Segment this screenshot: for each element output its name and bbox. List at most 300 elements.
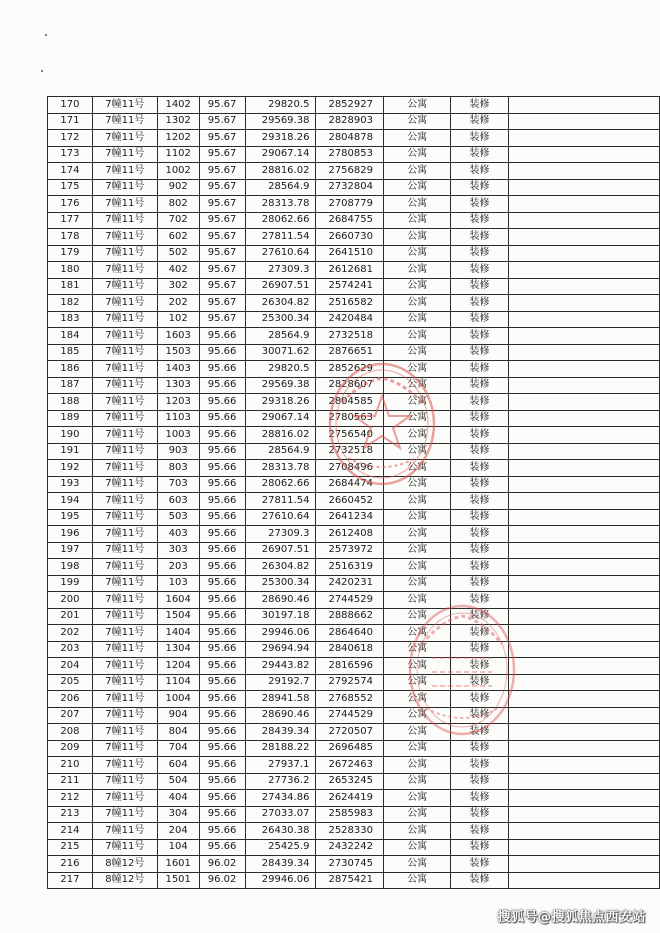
cell-remark (508, 212, 659, 229)
cell-room-number: 704 (157, 740, 199, 757)
cell-total-price: 2516319 (316, 559, 384, 576)
cell-row-index: 174 (48, 163, 93, 180)
cell-building: 7幢11号 (92, 311, 157, 328)
cell-unit-price: 27309.3 (245, 262, 316, 279)
table-row (48, 394, 660, 411)
cell-building: 7幢11号 (92, 493, 157, 510)
cell-row-index: 192 (48, 460, 93, 477)
cell-room-number: 903 (157, 443, 199, 460)
cell-total-price: 2641510 (316, 245, 384, 262)
cell-area: 95.66 (199, 740, 245, 757)
cell-remark (508, 559, 659, 576)
table-row (48, 377, 660, 394)
cell-total-price: 2684755 (316, 212, 384, 229)
cell-property-type: 公寓 (384, 823, 451, 840)
cell-decoration: 装修 (451, 707, 509, 724)
table-row (48, 872, 660, 889)
cell-area: 95.67 (199, 311, 245, 328)
table-row (48, 97, 660, 114)
cell-room-number: 1003 (157, 427, 199, 444)
cell-row-index: 171 (48, 113, 93, 130)
cell-building: 7幢11号 (92, 113, 157, 130)
cell-property-type: 公寓 (384, 443, 451, 460)
cell-room-number: 1102 (157, 146, 199, 163)
table-row (48, 509, 660, 526)
cell-unit-price: 28439.34 (245, 724, 316, 741)
cell-row-index: 177 (48, 212, 93, 229)
cell-total-price: 2744529 (316, 592, 384, 609)
cell-unit-price: 27937.1 (245, 757, 316, 774)
cell-building: 7幢11号 (92, 691, 157, 708)
cell-property-type: 公寓 (384, 179, 451, 196)
cell-decoration: 装修 (451, 641, 509, 658)
table-row (48, 262, 660, 279)
cell-row-index: 197 (48, 542, 93, 559)
cell-area: 95.67 (199, 212, 245, 229)
cell-building: 7幢11号 (92, 641, 157, 658)
cell-building: 7幢11号 (92, 509, 157, 526)
table-row (48, 625, 660, 642)
cell-building: 7幢11号 (92, 146, 157, 163)
cell-decoration: 装修 (451, 625, 509, 642)
cell-unit-price: 29820.5 (245, 97, 316, 114)
table-row (48, 790, 660, 807)
cell-area: 95.66 (199, 625, 245, 642)
table-row (48, 724, 660, 741)
cell-row-index: 189 (48, 410, 93, 427)
cell-property-type: 公寓 (384, 575, 451, 592)
cell-row-index: 210 (48, 757, 93, 774)
cell-row-index: 209 (48, 740, 93, 757)
cell-area: 95.66 (199, 460, 245, 477)
table-row (48, 707, 660, 724)
cell-room-number: 604 (157, 757, 199, 774)
cell-row-index: 188 (48, 394, 93, 411)
cell-building: 7幢11号 (92, 839, 157, 856)
cell-total-price: 2672463 (316, 757, 384, 774)
cell-decoration: 装修 (451, 262, 509, 279)
cell-row-index: 176 (48, 196, 93, 213)
cell-building: 7幢11号 (92, 361, 157, 378)
table-row (48, 344, 660, 361)
cell-total-price: 2804878 (316, 130, 384, 147)
cell-total-price: 2612408 (316, 526, 384, 543)
cell-remark (508, 311, 659, 328)
cell-total-price: 2653245 (316, 773, 384, 790)
cell-building: 7幢11号 (92, 443, 157, 460)
cell-property-type: 公寓 (384, 839, 451, 856)
cell-property-type: 公寓 (384, 344, 451, 361)
cell-decoration: 装修 (451, 460, 509, 477)
cell-unit-price: 25300.34 (245, 575, 316, 592)
table-row (48, 542, 660, 559)
cell-property-type: 公寓 (384, 361, 451, 378)
cell-remark (508, 608, 659, 625)
cell-room-number: 202 (157, 295, 199, 312)
cell-unit-price: 27033.07 (245, 806, 316, 823)
cell-row-index: 173 (48, 146, 93, 163)
cell-area: 95.66 (199, 559, 245, 576)
cell-total-price: 2528330 (316, 823, 384, 840)
cell-remark (508, 295, 659, 312)
cell-building: 7幢11号 (92, 757, 157, 774)
cell-row-index: 212 (48, 790, 93, 807)
table-row (48, 575, 660, 592)
cell-decoration: 装修 (451, 278, 509, 295)
cell-property-type: 公寓 (384, 674, 451, 691)
cell-row-index: 193 (48, 476, 93, 493)
cell-total-price: 2516582 (316, 295, 384, 312)
cell-unit-price: 29192.7 (245, 674, 316, 691)
cell-row-index: 191 (48, 443, 93, 460)
cell-building: 7幢11号 (92, 823, 157, 840)
cell-unit-price: 29318.26 (245, 394, 316, 411)
table-row (48, 245, 660, 262)
cell-remark (508, 509, 659, 526)
cell-row-index: 184 (48, 328, 93, 345)
cell-decoration: 装修 (451, 311, 509, 328)
cell-room-number: 1604 (157, 592, 199, 609)
cell-building: 7幢11号 (92, 674, 157, 691)
cell-room-number: 1204 (157, 658, 199, 675)
cell-remark (508, 443, 659, 460)
cell-remark (508, 526, 659, 543)
cell-area: 96.02 (199, 856, 245, 873)
cell-building: 7幢11号 (92, 724, 157, 741)
cell-decoration: 装修 (451, 113, 509, 130)
table-row (48, 757, 660, 774)
table-row (48, 559, 660, 576)
cell-area: 95.67 (199, 179, 245, 196)
cell-room-number: 1202 (157, 130, 199, 147)
cell-total-price: 2708496 (316, 460, 384, 477)
table-row (48, 196, 660, 213)
cell-total-price: 2641234 (316, 509, 384, 526)
table-row (48, 410, 660, 427)
cell-unit-price: 29318.26 (245, 130, 316, 147)
cell-property-type: 公寓 (384, 460, 451, 477)
cell-area: 95.66 (199, 410, 245, 427)
cell-area: 95.66 (199, 806, 245, 823)
cell-row-index: 178 (48, 229, 93, 246)
cell-building: 7幢11号 (92, 196, 157, 213)
cell-property-type: 公寓 (384, 724, 451, 741)
cell-area: 95.66 (199, 509, 245, 526)
cell-room-number: 503 (157, 509, 199, 526)
cell-decoration: 装修 (451, 146, 509, 163)
cell-total-price: 2432242 (316, 839, 384, 856)
cell-building: 7幢11号 (92, 179, 157, 196)
cell-area: 95.67 (199, 146, 245, 163)
cell-remark (508, 460, 659, 477)
cell-building: 7幢11号 (92, 427, 157, 444)
cell-unit-price: 26430.38 (245, 823, 316, 840)
cell-total-price: 2852629 (316, 361, 384, 378)
cell-building: 7幢11号 (92, 542, 157, 559)
cell-property-type: 公寓 (384, 113, 451, 130)
table-row (48, 427, 660, 444)
cell-building: 7幢11号 (92, 229, 157, 246)
cell-room-number: 504 (157, 773, 199, 790)
cell-decoration: 装修 (451, 130, 509, 147)
cell-property-type: 公寓 (384, 196, 451, 213)
cell-area: 95.66 (199, 592, 245, 609)
cell-row-index: 213 (48, 806, 93, 823)
cell-unit-price: 28313.78 (245, 196, 316, 213)
cell-remark (508, 394, 659, 411)
cell-decoration: 装修 (451, 856, 509, 873)
table-row (48, 806, 660, 823)
cell-unit-price: 27736.2 (245, 773, 316, 790)
cell-building: 7幢11号 (92, 806, 157, 823)
cell-unit-price: 28564.9 (245, 179, 316, 196)
table-row (48, 278, 660, 295)
cell-decoration: 装修 (451, 691, 509, 708)
cell-unit-price: 27434.86 (245, 790, 316, 807)
cell-property-type: 公寓 (384, 229, 451, 246)
cell-unit-price: 28564.9 (245, 443, 316, 460)
cell-building: 7幢11号 (92, 625, 157, 642)
cell-room-number: 1203 (157, 394, 199, 411)
table-row (48, 212, 660, 229)
cell-area: 95.67 (199, 97, 245, 114)
cell-building: 7幢11号 (92, 592, 157, 609)
cell-room-number: 603 (157, 493, 199, 510)
cell-remark (508, 773, 659, 790)
cell-property-type: 公寓 (384, 163, 451, 180)
cell-building: 7幢11号 (92, 790, 157, 807)
cell-row-index: 201 (48, 608, 93, 625)
cell-unit-price: 29067.14 (245, 146, 316, 163)
cell-decoration: 装修 (451, 592, 509, 609)
table-row (48, 443, 660, 460)
cell-decoration: 装修 (451, 575, 509, 592)
cell-remark (508, 707, 659, 724)
table-row (48, 328, 660, 345)
cell-room-number: 1304 (157, 641, 199, 658)
cell-row-index: 170 (48, 97, 93, 114)
cell-property-type: 公寓 (384, 691, 451, 708)
cell-unit-price: 28062.66 (245, 212, 316, 229)
cell-decoration: 装修 (451, 196, 509, 213)
table-row (48, 146, 660, 163)
cell-building: 7幢11号 (92, 559, 157, 576)
cell-row-index: 185 (48, 344, 93, 361)
cell-decoration: 装修 (451, 790, 509, 807)
table-row (48, 641, 660, 658)
cell-unit-price: 25425.9 (245, 839, 316, 856)
cell-remark (508, 641, 659, 658)
cell-unit-price: 29443.82 (245, 658, 316, 675)
cell-unit-price: 26907.51 (245, 542, 316, 559)
cell-room-number: 1603 (157, 328, 199, 345)
cell-room-number: 204 (157, 823, 199, 840)
cell-total-price: 2732518 (316, 328, 384, 345)
cell-room-number: 103 (157, 575, 199, 592)
cell-remark (508, 328, 659, 345)
cell-row-index: 187 (48, 377, 93, 394)
cell-row-index: 199 (48, 575, 93, 592)
cell-building: 7幢11号 (92, 278, 157, 295)
cell-unit-price: 28062.66 (245, 476, 316, 493)
cell-decoration: 装修 (451, 542, 509, 559)
cell-room-number: 802 (157, 196, 199, 213)
cell-total-price: 2730745 (316, 856, 384, 873)
table-row (48, 130, 660, 147)
cell-area: 95.67 (199, 163, 245, 180)
cell-remark (508, 592, 659, 609)
cell-room-number: 804 (157, 724, 199, 741)
cell-room-number: 902 (157, 179, 199, 196)
cell-room-number: 1004 (157, 691, 199, 708)
cell-total-price: 2780563 (316, 410, 384, 427)
cell-room-number: 104 (157, 839, 199, 856)
cell-unit-price: 29946.06 (245, 872, 316, 889)
cell-row-index: 186 (48, 361, 93, 378)
cell-total-price: 2780853 (316, 146, 384, 163)
cell-unit-price: 27811.54 (245, 493, 316, 510)
cell-row-index: 208 (48, 724, 93, 741)
cell-remark (508, 229, 659, 246)
cell-remark (508, 691, 659, 708)
cell-decoration: 装修 (451, 476, 509, 493)
cell-property-type: 公寓 (384, 757, 451, 774)
table-row (48, 113, 660, 130)
cell-area: 95.66 (199, 526, 245, 543)
cell-decoration: 装修 (451, 658, 509, 675)
cell-property-type: 公寓 (384, 658, 451, 675)
cell-remark (508, 97, 659, 114)
cell-room-number: 1403 (157, 361, 199, 378)
cell-room-number: 1303 (157, 377, 199, 394)
cell-area: 95.66 (199, 724, 245, 741)
cell-property-type: 公寓 (384, 790, 451, 807)
cell-row-index: 194 (48, 493, 93, 510)
cell-building: 7幢11号 (92, 575, 157, 592)
table-row (48, 361, 660, 378)
cell-remark (508, 179, 659, 196)
cell-building: 7幢11号 (92, 707, 157, 724)
cell-decoration: 装修 (451, 179, 509, 196)
cell-area: 95.66 (199, 427, 245, 444)
cell-total-price: 2804585 (316, 394, 384, 411)
cell-decoration: 装修 (451, 394, 509, 411)
cell-area: 95.66 (199, 443, 245, 460)
cell-building: 7幢11号 (92, 328, 157, 345)
cell-room-number: 602 (157, 229, 199, 246)
cell-unit-price: 27610.64 (245, 509, 316, 526)
cell-decoration: 装修 (451, 295, 509, 312)
cell-remark (508, 757, 659, 774)
cell-decoration: 装修 (451, 229, 509, 246)
cell-unit-price: 30071.62 (245, 344, 316, 361)
cell-property-type: 公寓 (384, 427, 451, 444)
cell-property-type: 公寓 (384, 707, 451, 724)
cell-property-type: 公寓 (384, 872, 451, 889)
cell-area: 95.67 (199, 229, 245, 246)
cell-building: 7幢11号 (92, 394, 157, 411)
cell-decoration: 装修 (451, 740, 509, 757)
cell-row-index: 216 (48, 856, 93, 873)
cell-area: 95.67 (199, 130, 245, 147)
cell-area: 95.67 (199, 245, 245, 262)
cell-room-number: 402 (157, 262, 199, 279)
cell-total-price: 2732804 (316, 179, 384, 196)
table-row (48, 823, 660, 840)
cell-remark (508, 856, 659, 873)
cell-total-price: 2756829 (316, 163, 384, 180)
cell-property-type: 公寓 (384, 130, 451, 147)
table-row (48, 740, 660, 757)
cell-unit-price: 27610.64 (245, 245, 316, 262)
cell-remark (508, 146, 659, 163)
cell-total-price: 2828607 (316, 377, 384, 394)
cell-area: 95.66 (199, 493, 245, 510)
cell-property-type: 公寓 (384, 559, 451, 576)
cell-room-number: 303 (157, 542, 199, 559)
cell-room-number: 1504 (157, 608, 199, 625)
cell-unit-price: 28690.46 (245, 592, 316, 609)
cell-remark (508, 493, 659, 510)
cell-total-price: 2624419 (316, 790, 384, 807)
cell-property-type: 公寓 (384, 245, 451, 262)
cell-total-price: 2756540 (316, 427, 384, 444)
cell-building: 8幢12号 (92, 872, 157, 889)
cell-room-number: 703 (157, 476, 199, 493)
cell-room-number: 904 (157, 707, 199, 724)
table-row (48, 856, 660, 873)
cell-decoration: 装修 (451, 559, 509, 576)
cell-property-type: 公寓 (384, 146, 451, 163)
cell-building: 7幢11号 (92, 344, 157, 361)
table-row (48, 526, 660, 543)
cell-total-price: 2744529 (316, 707, 384, 724)
cell-room-number: 1002 (157, 163, 199, 180)
cell-property-type: 公寓 (384, 212, 451, 229)
cell-decoration: 装修 (451, 757, 509, 774)
cell-row-index: 182 (48, 295, 93, 312)
cell-total-price: 2768552 (316, 691, 384, 708)
cell-room-number: 1404 (157, 625, 199, 642)
cell-row-index: 204 (48, 658, 93, 675)
cell-property-type: 公寓 (384, 608, 451, 625)
cell-unit-price: 28188.22 (245, 740, 316, 757)
cell-unit-price: 28816.02 (245, 427, 316, 444)
cell-building: 7幢11号 (92, 377, 157, 394)
cell-building: 8幢12号 (92, 856, 157, 873)
cell-area: 95.66 (199, 691, 245, 708)
cell-decoration: 装修 (451, 839, 509, 856)
cell-property-type: 公寓 (384, 295, 451, 312)
cell-property-type: 公寓 (384, 592, 451, 609)
cell-total-price: 2792574 (316, 674, 384, 691)
cell-unit-price: 28690.46 (245, 707, 316, 724)
cell-row-index: 183 (48, 311, 93, 328)
cell-area: 95.67 (199, 113, 245, 130)
cell-remark (508, 262, 659, 279)
cell-room-number: 304 (157, 806, 199, 823)
cell-row-index: 205 (48, 674, 93, 691)
cell-decoration: 装修 (451, 328, 509, 345)
cell-remark (508, 130, 659, 147)
cell-row-index: 181 (48, 278, 93, 295)
cell-remark (508, 625, 659, 642)
cell-property-type: 公寓 (384, 740, 451, 757)
cell-remark (508, 542, 659, 559)
cell-area: 95.66 (199, 757, 245, 774)
cell-total-price: 2816596 (316, 658, 384, 675)
cell-decoration: 装修 (451, 493, 509, 510)
